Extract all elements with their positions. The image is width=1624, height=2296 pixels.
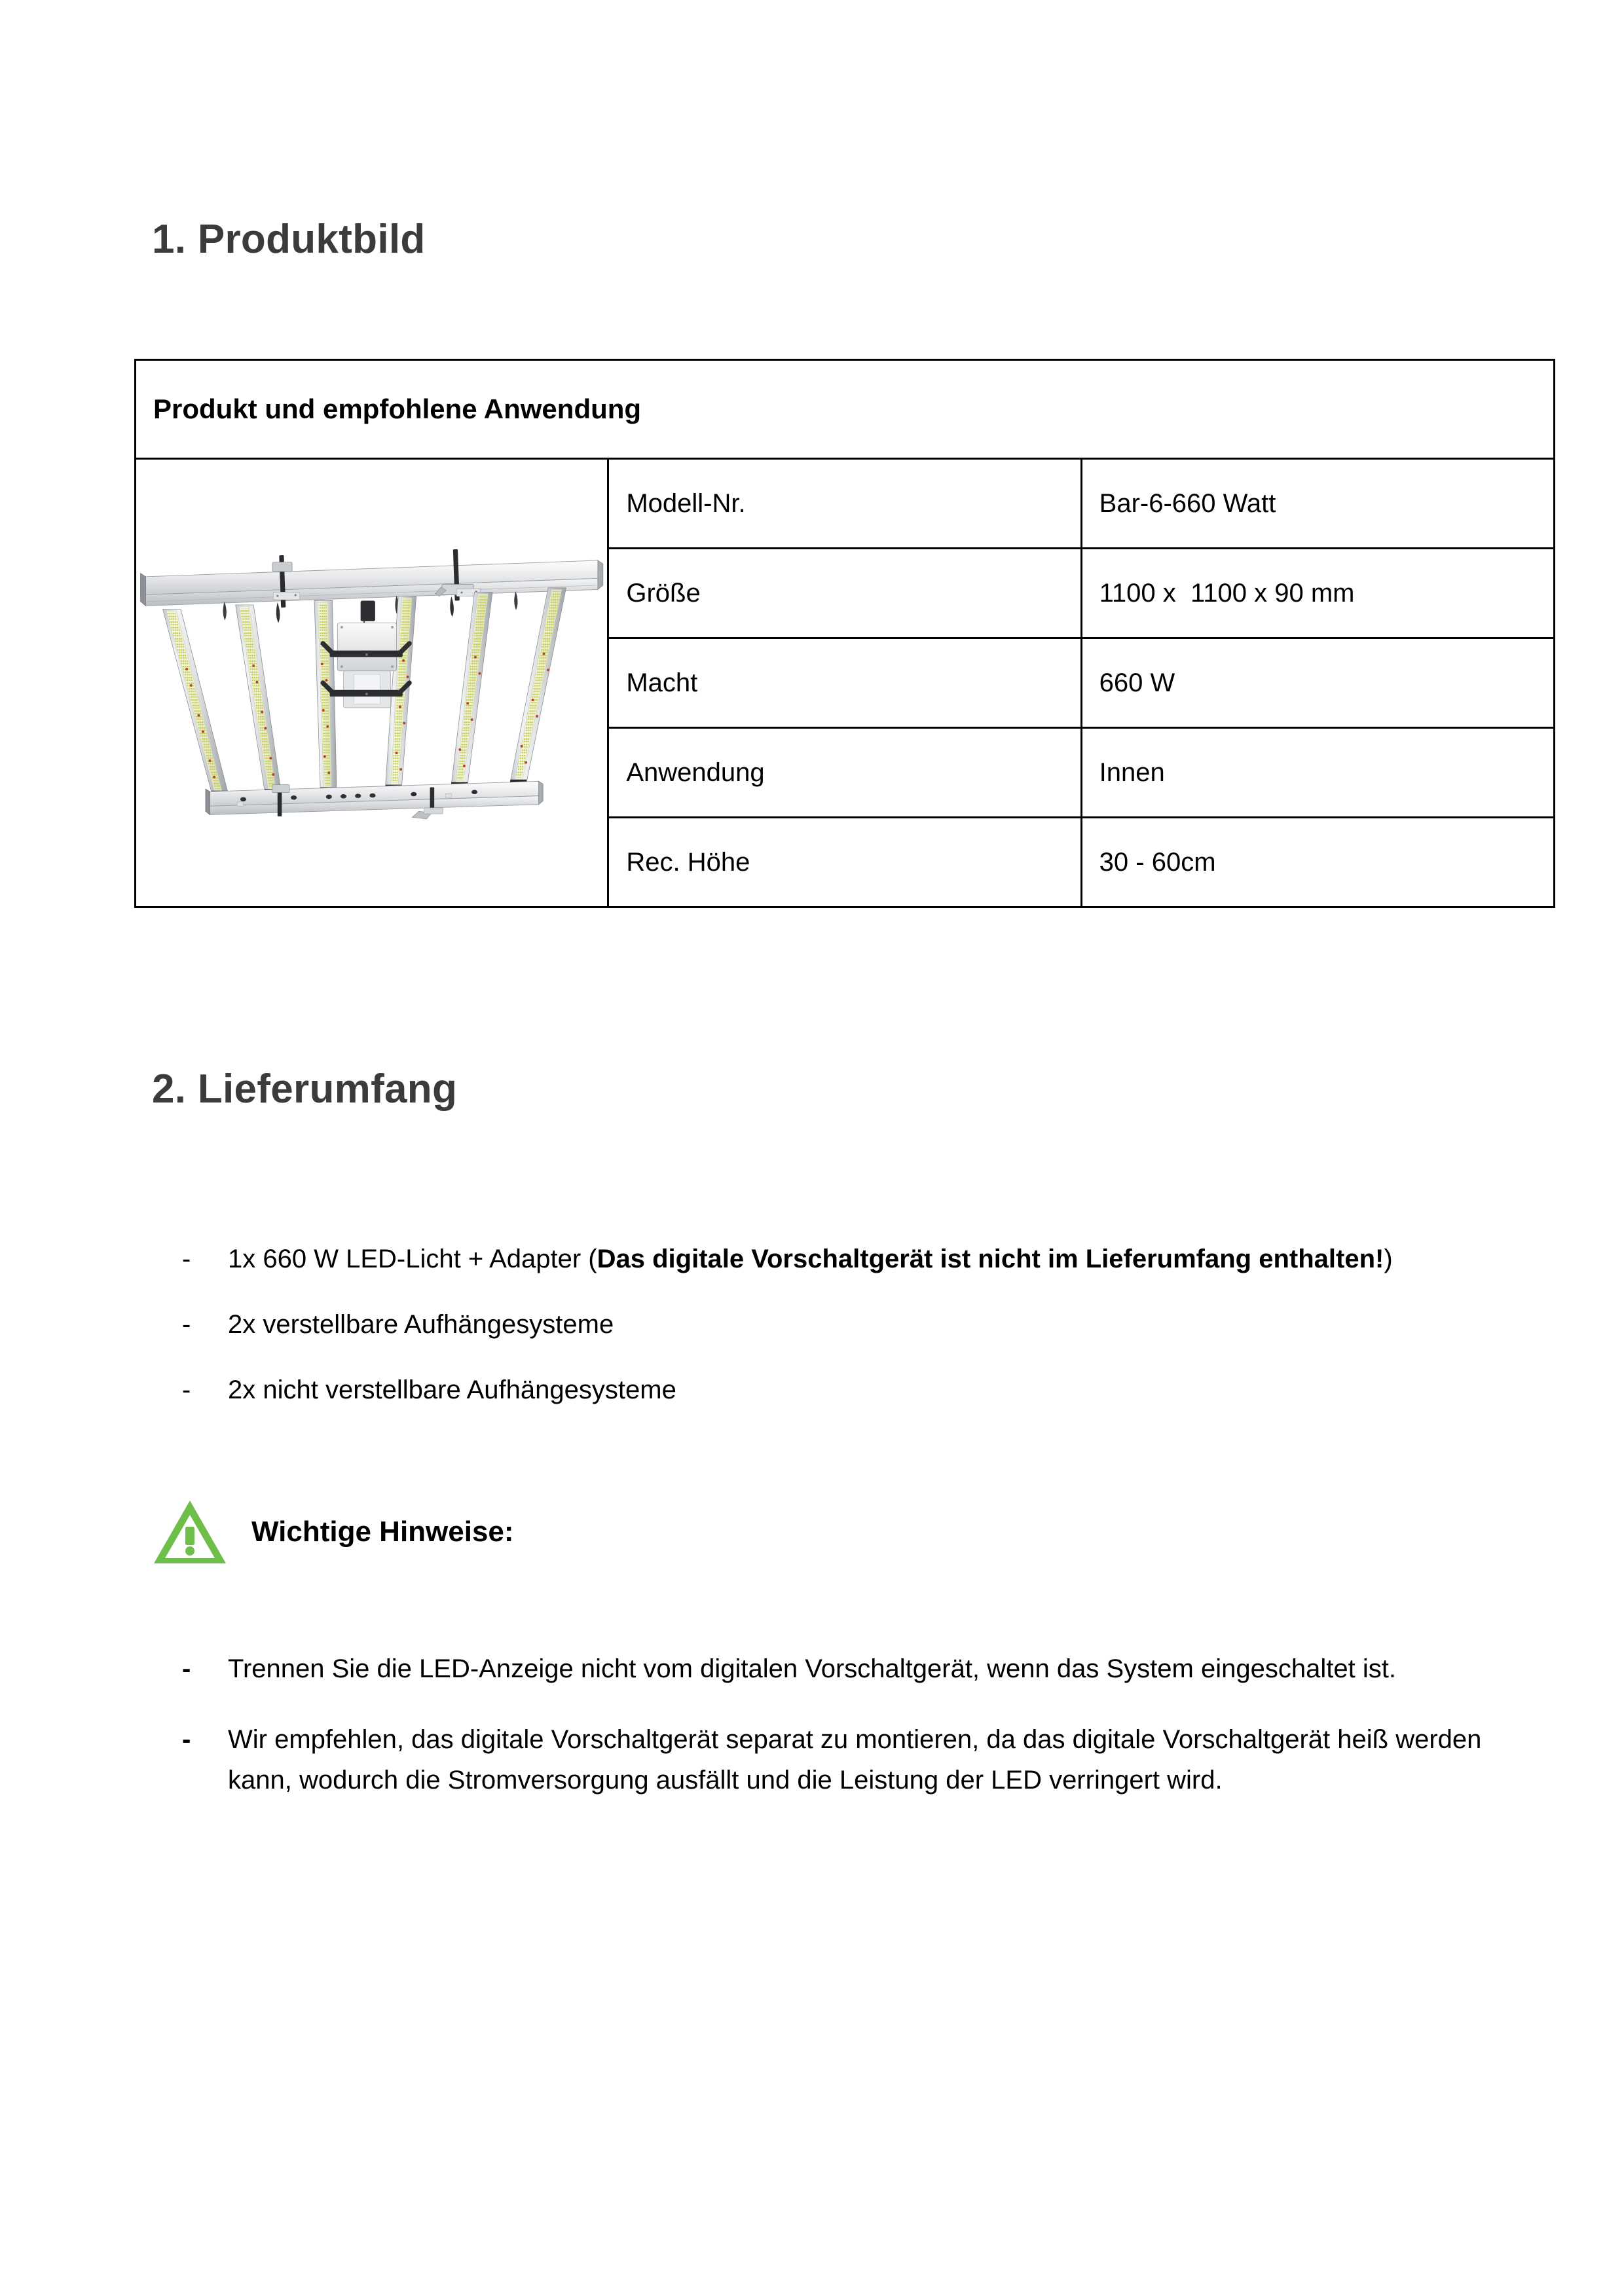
table-title-row [136, 360, 1555, 459]
led-bar-1 [163, 610, 230, 801]
led-bar-5 [450, 592, 492, 792]
spec-value-modell-nr: Bar-6-660 Watt [1081, 459, 1554, 549]
bullet-dash-icon: - [182, 1654, 191, 1683]
top-rail [141, 560, 603, 606]
list-item-text-plain-end: ) [1384, 1245, 1393, 1273]
section-heading-lieferumfang: 2. Lieferumfang [152, 1066, 458, 1112]
list-item-text-plain-start: 1x 660 W LED-Licht + Adapter ( [228, 1245, 597, 1273]
spec-value-macht: 660 W [1081, 638, 1554, 728]
list-item-text: 2x nicht verstellbare Aufhängesysteme [228, 1376, 676, 1404]
table-title-cell [136, 360, 1555, 459]
important-notes-list [0, 1649, 1624, 1831]
bullet-dash-icon: - [182, 1725, 191, 1754]
table-row [136, 459, 1555, 549]
product-image-cell [136, 459, 608, 907]
bullet-dash-icon: - [182, 1310, 191, 1339]
spec-value-anwendung: Innen [1081, 728, 1554, 818]
spec-key-groesse: Größe [608, 549, 1081, 638]
driver-module [323, 600, 409, 707]
spec-key-macht: Macht [608, 638, 1081, 728]
list-item [0, 1304, 1624, 1345]
bullet-dash-icon: - [182, 1245, 191, 1273]
important-notes-heading [152, 1498, 514, 1566]
led-bar-3 [314, 600, 337, 797]
spec-key-modell-nr: Modell-Nr. [608, 459, 1081, 549]
spec-value-rec-hoehe: 30 - 60cm [1081, 818, 1554, 907]
led-bar-6 [509, 588, 566, 789]
list-item [0, 1649, 1624, 1689]
delivery-scope-list [0, 1239, 1624, 1435]
led-grow-light-illustration [136, 460, 607, 905]
list-item-text: Wir empfehlen, das digitale Vorschaltgerät separat zu montieren, da das digitale Vorschaltgerät heiß werden kann, wodurch die Stromversorgung ausfällt und die Leistung der LED verringert wird. [228, 1725, 1482, 1795]
list-item [0, 1719, 1624, 1800]
bottom-rail [206, 781, 543, 819]
spec-value-groesse: 1100 x 1100 x 90 mm [1081, 549, 1554, 638]
spec-key-anwendung: Anwendung [608, 728, 1081, 818]
led-bar-2 [236, 605, 282, 799]
list-item [0, 1370, 1624, 1410]
list-item [0, 1239, 1624, 1279]
bullet-dash-icon: - [182, 1376, 191, 1404]
section-heading-produktbild: 1. Produktbild [152, 217, 426, 262]
important-notes-heading-text: Wichtige Hinweise: [251, 1516, 514, 1548]
list-item-text-bold: Das digitale Vorschaltgerät ist nicht im Lieferumfang enthalten! [597, 1245, 1384, 1273]
list-item-text: Trennen Sie die LED-Anzeige nicht vom digitalen Vorschaltgerät, wenn das System eingeschaltet ist. [228, 1654, 1396, 1683]
product-specs-table [134, 359, 1555, 908]
list-item-text [228, 1239, 1393, 1279]
list-item-text: 2x verstellbare Aufhängesysteme [228, 1310, 614, 1339]
spec-key-rec-hoehe: Rec. Höhe [608, 818, 1081, 907]
warning-triangle-icon [152, 1498, 228, 1566]
table-title-text: Produkt und empfohlene Anwendung [153, 393, 642, 424]
